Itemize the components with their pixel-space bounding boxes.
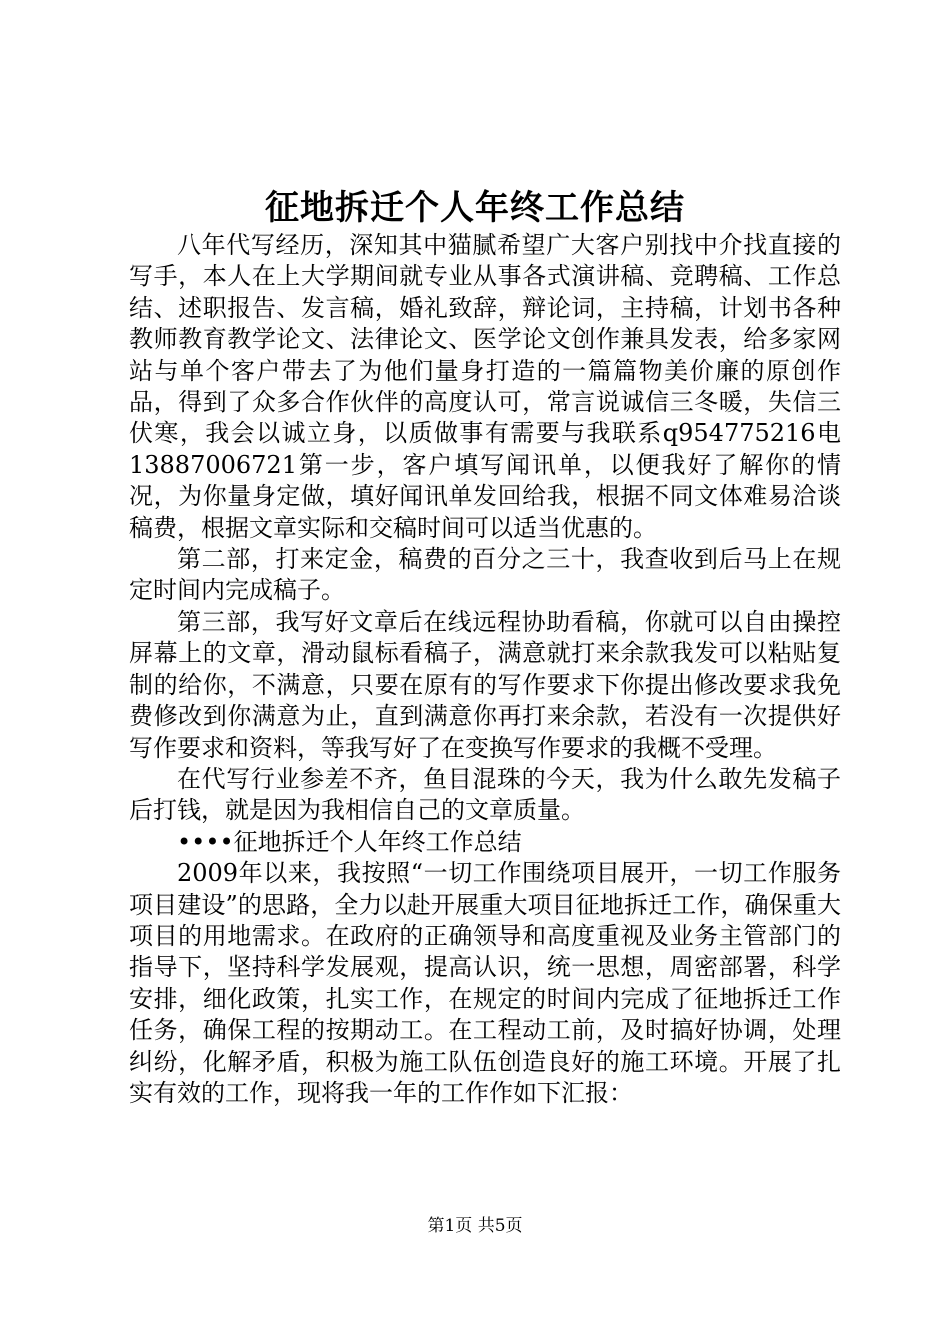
paragraph-step-two: 第二部，打来定金，稿费的百分之三十，我查收到后马上在规定时间内完成稿子。 — [129, 545, 841, 605]
paragraph-industry: 在代写行业参差不齐，鱼目混珠的今天，我为什么敢先发稿子后打钱，就是因为我相信自己的文章质量。 — [129, 764, 841, 825]
section-heading: ••••征地拆迁个人年终工作总结 — [177, 827, 522, 856]
paragraph-intro: 八年代写经历，深知其中猫腻希望广大客户别找中介找直接的写手，本人在上大学期间就专业从事各式演讲稿、竞聘稿、工作总结、述职报告、发言稿，婚礼致辞，辩论词，主持稿，计划书各种教师教育教学论文、法律论文、医学论文创作兼具发表，给多家网站与单个客户带去了为他们量身打造的一篇篇物美价廉的原创作品，得到了众多合作伙伴的高度认可，常言说诚信三冬暖，失信三伏寒，我会以诚立身，以质做事有需要与我联系q954775216电13887006721第一步，客户填写闻讯单，以便我好了解你的情况，为你量身定做，填好闻讯单发回给我，根据不同文体难易洽谈稿费，根据文章实际和交稿时间可以适当优惠的。 — [129, 231, 841, 542]
paragraph-step-three: 第三部，我写好文章后在线远程协助看稿，你就可以自由操控屏幕上的文章，滑动鼠标看稿子，满意就打来余款我发可以粘贴复制的给你，不满意，只要在原有的写作要求下你提出修改要求我免费修改到你满意为止，直到满意你再打来余款，若没有一次提供好写作要求和资料，等我写好了在变换写作要求的我概不受理。 — [129, 607, 841, 762]
document-body — [129, 230, 841, 1109]
page-footer: 第1页 共5页 — [427, 1216, 523, 1236]
paragraph-summary: 2009年以来，我按照“一切工作围绕项目展开，一切工作服务项目建设”的思路，全力以赴开展重大项目征地拆迁工作，确保重大项目的用地需求。在政府的正确领导和高度重视及业务主管部门的指导下，坚持科学发展观，提高认识，统一思想，周密部署，科学安排，细化政策，扎实工作，在规定的时间内完成了征地拆迁工作任务，确保工程的按期动工。在工程动工前，及时搞好协调，处理纠纷，化解矛盾，积极为施工队伍创造良好的施工环境。开展了扎实有效的工作，现将我一年的工作作如下汇报： — [129, 859, 841, 1107]
document-title: 征地拆迁个人年终工作总结 — [265, 188, 685, 228]
